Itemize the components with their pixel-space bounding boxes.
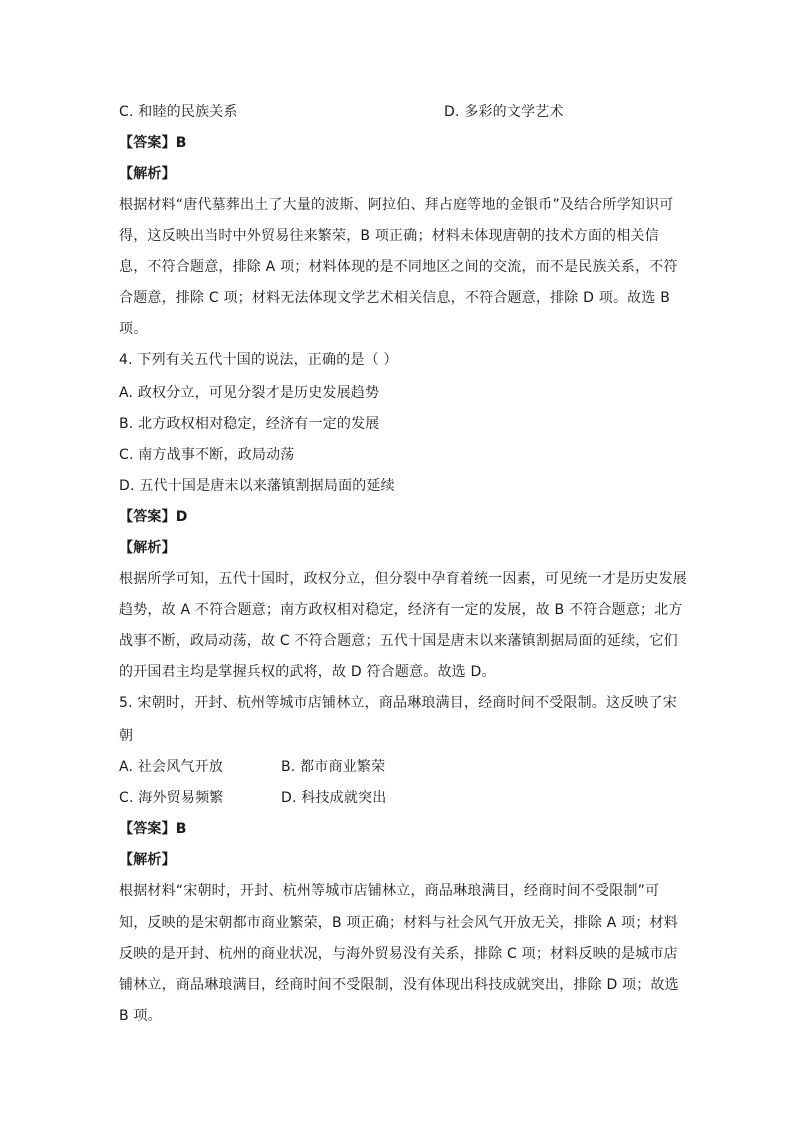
q4-stem: 4. 下列有关五代十国的说法，正确的是（ ） [119, 352, 398, 368]
q4-analysis-line: 趋势，故 A 不符合题意；南方政权相对稳定，经济有一定的发展，故 B 不符合题意；北方 [119, 602, 683, 618]
q3-option-d: D. 多彩的文学艺术 [444, 104, 564, 120]
q5-option-c: C. 海外贸易频繁 [119, 790, 224, 806]
q5-analysis-line: 铺林立，商品琳琅满目，经商时间不受限制，没有体现出科技成就突出，排除 D 项；故选 [119, 977, 679, 993]
q3-option-c: C. 和睦的民族关系 [119, 104, 238, 120]
q4-option-c: C. 南方战事不断，政局动荡 [119, 447, 295, 463]
q3-analysis-line: 合题意，排除 C 项；材料无法体现文学艺术相关信息，不符合题意，排除 D 项。故选 B [119, 290, 671, 306]
q5-stem-line: 5. 宋朝时，开封、杭州等城市店铺林立，商品琳琅满目，经商时间不受限制。这反映了宋 [119, 695, 678, 711]
q5-option-d: D. 科技成就突出 [281, 790, 387, 806]
q5-analysis-line: B 项。 [119, 1008, 162, 1024]
q5-option-a: A. 社会风气开放 [119, 759, 224, 775]
q5-stem-line: 朝 [119, 728, 134, 744]
q5-analysis-label: 【解析】 [119, 852, 176, 868]
q3-options-row [119, 102, 679, 122]
q4-analysis-line: 战事不断，政局动荡，故 C 不符合题意；五代十国是唐末以来藩镇割据局面的延续，它们 [119, 633, 678, 649]
q3-analysis-line: 息，不符合题意，排除 A 项；材料体现的是不同地区之间的交流，而不是民族关系，不符 [119, 259, 678, 275]
q5-analysis-line: 反映的是开封、杭州的商业状况，与海外贸易没有关系，排除 C 项；材料反映的是城市店 [119, 946, 678, 962]
q3-answer: 【答案】B [119, 135, 187, 151]
q3-analysis-line: 得，这反映出当时中外贸易往来繁荣，B 项正确；材料未体现唐朝的技术方面的相关信 [119, 228, 659, 244]
q3-analysis-line: 项。 [119, 321, 148, 337]
q5-answer: 【答案】B [119, 821, 187, 837]
q5-options-row-1 [119, 757, 679, 777]
q4-answer: 【答案】D [119, 509, 188, 525]
q3-analysis-line: 根据材料“唐代墓葬出土了大量的波斯、阿拉伯、拜占庭等地的金银币”及结合所学知识可 [119, 197, 674, 213]
q5-analysis-line: 知，反映的是宋朝都市商业繁荣，B 项正确；材料与社会风气开放无关，排除 A 项；材料 [119, 915, 678, 931]
q4-analysis-label: 【解析】 [119, 540, 176, 556]
q5-option-b: B. 都市商业繁荣 [281, 759, 386, 775]
q4-analysis-line: 根据所学可知，五代十国时，政权分立，但分裂中孕育着统一因素，可见统一才是历史发展 [119, 571, 687, 587]
q3-analysis-label: 【解析】 [119, 166, 176, 182]
q5-options-row-2 [119, 788, 679, 808]
q4-option-b: B. 北方政权相对稳定，经济有一定的发展 [119, 416, 380, 432]
q4-option-d: D. 五代十国是唐末以来藩镇割据局面的延续 [119, 478, 395, 494]
q5-analysis-line: 根据材料“宋朝时，开封、杭州等城市店铺林立，商品琳琅满目，经商时间不受限制”可 [119, 883, 660, 899]
q4-analysis-line: 的开国君主均是掌握兵权的武将，故 D 符合题意。故选 D。 [119, 664, 496, 680]
q4-option-a: A. 政权分立，可见分裂才是历史发展趋势 [119, 385, 380, 401]
